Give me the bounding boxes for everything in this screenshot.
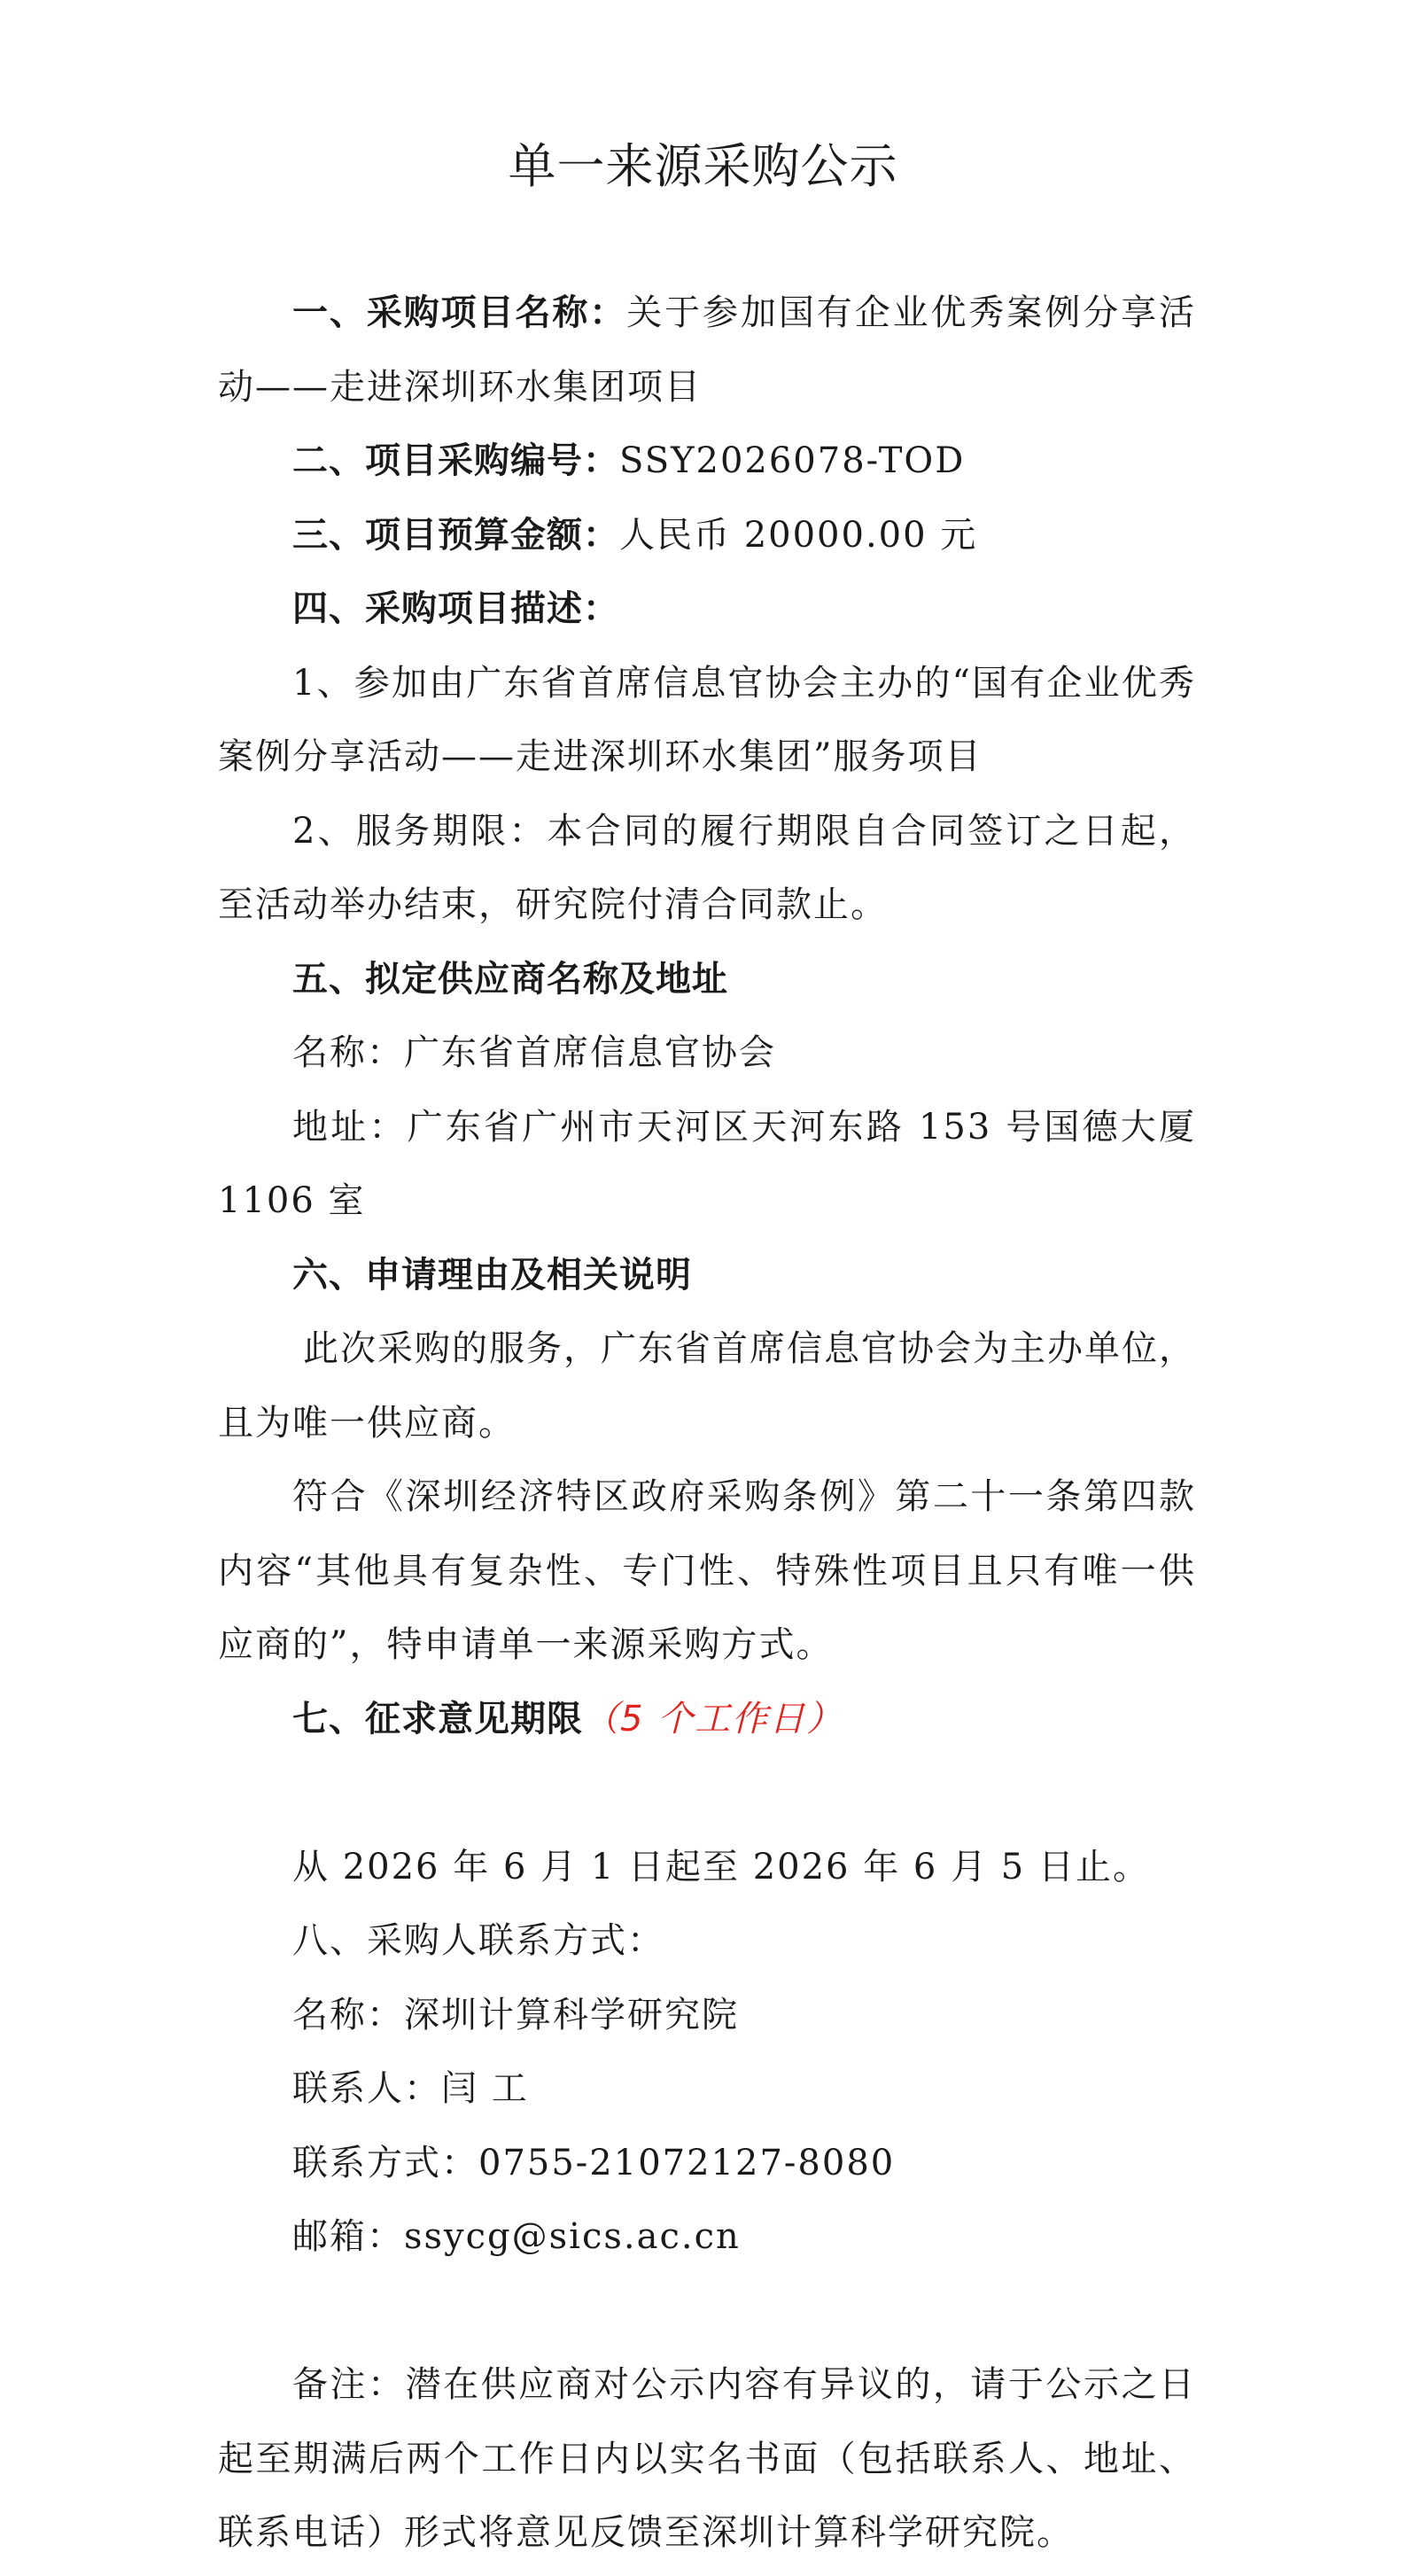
section-4: [218, 572, 1196, 647]
document-body: [218, 276, 1196, 2571]
purchaser-name: 名称：深圳计算科学研究院: [292, 1994, 739, 2035]
section-2-value: SSY2026078-TOD: [619, 440, 966, 481]
section-3: [218, 499, 1196, 573]
section-6-heading: 六、申请理由及相关说明: [292, 1254, 692, 1296]
section-1-value: 关于参加国有企业优秀案例分享活动——走进深圳环水集团项目: [218, 292, 1197, 408]
document-title: 单一来源采购公示: [508, 138, 898, 194]
section-4-item-2: 2、服务期限：本合同的履行期限自合同签订之日起，至活动举办结束，研究院付清合同款止。: [218, 810, 1196, 925]
section-2: [218, 424, 1196, 499]
section-5: [218, 943, 1196, 1017]
section-7: [218, 1683, 1196, 1757]
purchaser-phone: 联系方式：0755-21072127-8080: [292, 2142, 896, 2183]
section-3-label: 三、项目预算金额：: [292, 514, 619, 556]
comment-period: 从 2026 年 6 月 1 日起至 2026 年 6 月 5 日止。: [292, 1846, 1150, 1887]
spacer: [218, 1756, 1196, 1831]
section-8-heading: 八、采购人联系方式：: [292, 1920, 664, 1961]
spacer: [218, 2275, 1196, 2349]
section-7-heading: 七、征求意见期限: [292, 1698, 583, 1739]
section-6: [218, 1239, 1196, 1313]
section-1-label: 一、采购项目名称：: [292, 292, 627, 333]
section-4-heading: 四、采购项目描述：: [292, 588, 619, 629]
remark-paragraph: 备注：潜在供应商对公示内容有异议的，请于公示之日起至期满后两个工作日内以实名书面（包括联系人、地址、联系电话）形式将意见反馈至深圳计算科学研究院。: [218, 2364, 1196, 2553]
purchaser-contact: 联系人：闫 工: [292, 2068, 529, 2109]
section-8: [218, 1904, 1196, 1979]
section-7-note: （5 个工作日）: [583, 1698, 844, 1739]
reason-paragraph-1: 此次采购的服务，广东省首席信息官协会为主办单位，且为唯一供应商。: [218, 1328, 1196, 1444]
supplier-name: 名称：广东省首席信息官协会: [292, 1032, 776, 1073]
section-2-label: 二、项目采购编号：: [292, 440, 619, 481]
section-5-heading: 五、拟定供应商名称及地址: [292, 958, 728, 1000]
section-1: [218, 276, 1196, 424]
reason-paragraph-2: 符合《深圳经济特区政府采购条例》第二十一条第四款内容“其他具有复杂性、专门性、特殊性项目且只有唯一供应商的”，特申请单一来源采购方式。: [218, 1476, 1196, 1665]
purchaser-email: 邮箱：ssycg@sics.ac.cn: [292, 2216, 741, 2257]
supplier-address: 地址：广东省广州市天河区天河东路 153 号国德大厦 1106 室: [218, 1106, 1196, 1221]
section-4-item-1: 1、参加由广东省首席信息官协会主办的“国有企业优秀案例分享活动——走进深圳环水集团”服务项目: [218, 662, 1196, 777]
section-3-value: 人民币 20000.00 元: [619, 514, 978, 556]
